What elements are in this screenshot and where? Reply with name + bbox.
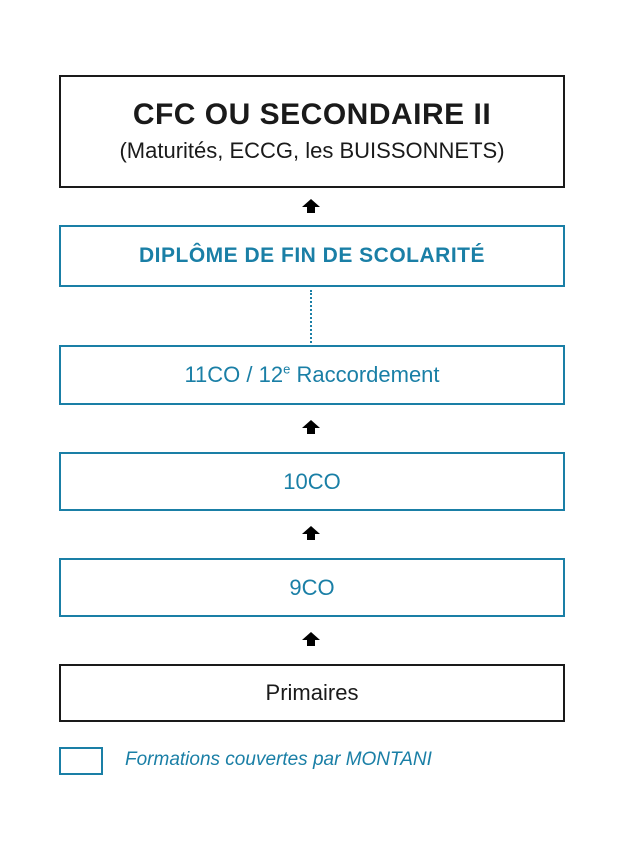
co11-label-rest: Raccordement xyxy=(290,362,440,387)
co10-label: 10CO xyxy=(283,468,341,494)
arrow-up-icon xyxy=(302,526,320,540)
co10-box xyxy=(59,452,565,511)
co9-box xyxy=(59,558,565,617)
arrow-up-icon xyxy=(302,420,320,434)
primaires-box xyxy=(59,664,565,722)
arrow-up-icon xyxy=(302,199,320,213)
cfc-title: CFC OU SECONDAIRE II xyxy=(132,98,492,132)
legend-text: Formations couvertes par MONTANI xyxy=(125,749,432,770)
dotted-connector xyxy=(310,290,312,343)
legend-swatch xyxy=(59,747,103,775)
cfc-subtitle: (Maturités, ECCG, les BUISSONNETS) xyxy=(119,138,505,164)
co11-box xyxy=(59,345,565,405)
primaires-label: Primaires xyxy=(265,680,359,705)
co11-label xyxy=(184,362,439,388)
arrow-up-icon xyxy=(302,632,320,646)
cfc-secondaire-box xyxy=(59,75,565,188)
co11-superscript: e xyxy=(283,361,291,377)
diplome-title: DIPLÔME DE FIN DE SCOLARITÉ xyxy=(138,244,485,267)
co11-label-main: 11CO / 12 xyxy=(184,362,284,387)
diplome-box xyxy=(59,225,565,287)
co9-label: 9CO xyxy=(289,574,335,600)
